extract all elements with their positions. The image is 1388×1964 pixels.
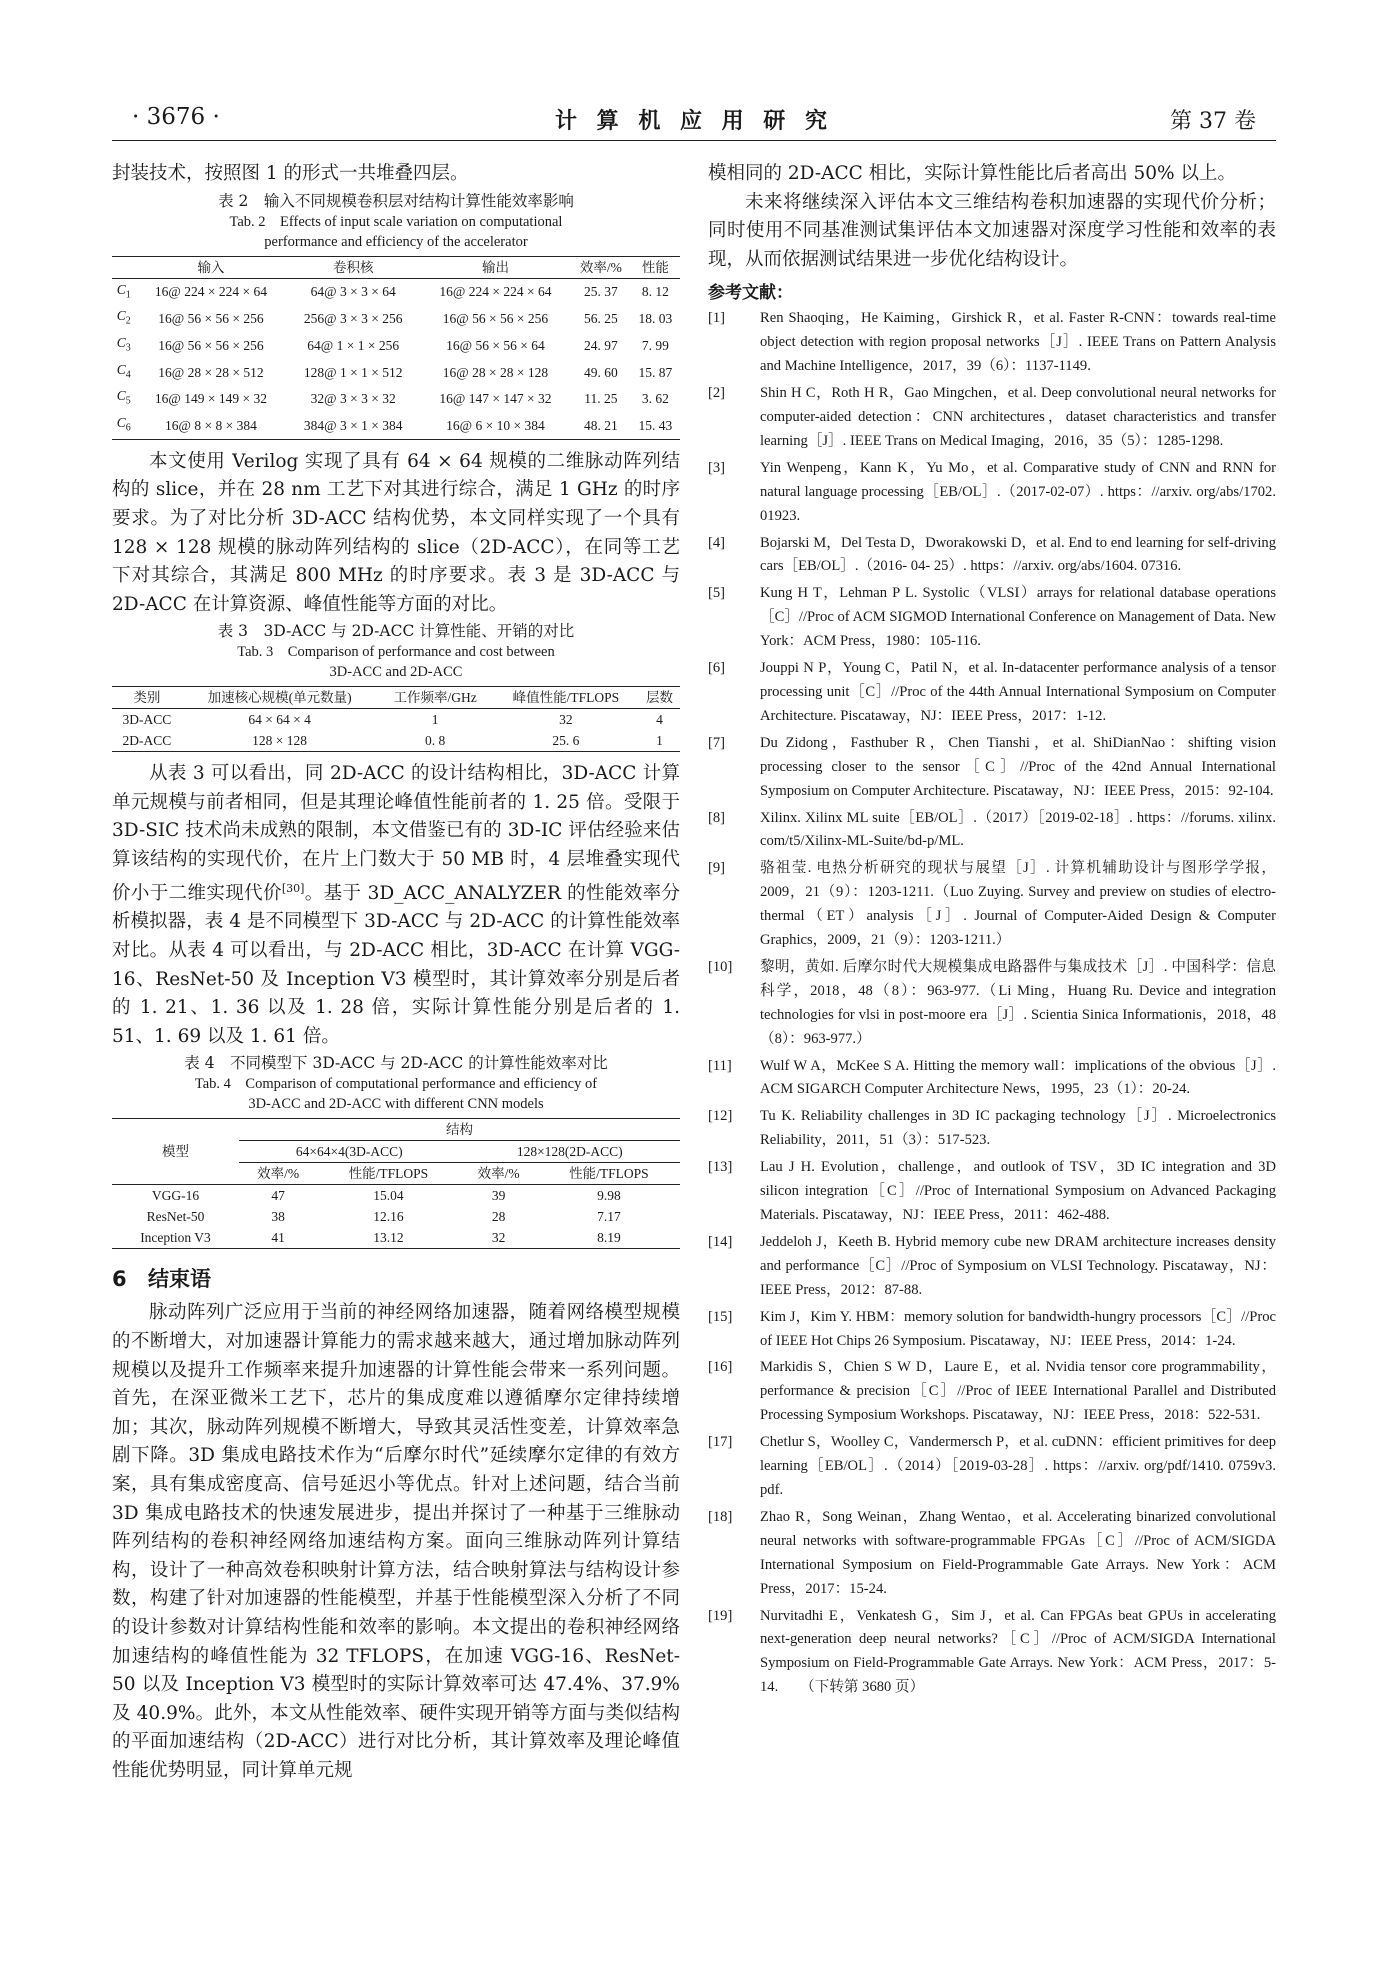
table-cell: 256@ 3 × 3 × 256: [303, 311, 403, 327]
table-cell: 11. 25: [584, 391, 618, 407]
row-label: [112, 385, 135, 412]
table-cell: 16@ 28 × 28 × 512: [158, 364, 264, 380]
reference-item: [708, 582, 1276, 654]
table-row: [112, 278, 680, 305]
reference-text: 骆祖莹. 电热分析研究的现状与展望［J］. 计算机辅助设计与图形学学报，2009，21（9）：1203-1211.（Luo Zuying. Survey and preview on studies of electro-thermal（ET）analysis［J］. Journal of Computer-Aided Design & Computer Graphics，2009，21（9）：1203-1211.）: [760, 860, 1276, 949]
table-cell: 64 × 64 × 4: [248, 712, 311, 728]
row-label: [112, 359, 135, 386]
paragraph-2-b: 。基于 3D_ACC_ANALYZER 的性能效率分析模拟器，表 4 是不同模型下 3D-ACC 与 2D-ACC 的计算性能效率对比。从表 4 可以看出，与 2D-ACC 相比，3D-ACC 在计算 VGG-16、ResNet-50 及 Inception V3 模型时，其计算效率分别是后者的 1. 21、1. 36 以及 1. 28 倍，实际计算性能分别是后者的 1. 51、1. 69 以及 1. 61 倍。: [112, 882, 680, 1047]
table-cell: 128 × 128: [182, 730, 378, 752]
reference-item: [708, 1105, 1276, 1153]
table-cell: 56. 25: [584, 311, 618, 327]
table-cell: 15. 87: [638, 364, 673, 380]
table4-sub-perf: 性能/TFLOPS: [538, 1163, 680, 1185]
table4-sub-eff: 效率/%: [239, 1163, 317, 1185]
table4-caption-en-1: Tab. 4 Comparison of computational performance and efficiency of: [194, 1076, 598, 1093]
reference-text: Du Zidong，Fasthuber R，Chen Tianshi，et al. ShiDianNao：shifting vision processing closer to the sensor［C］//Proc of the 42nd Annual International Symposium on Computer Architecture. Piscataway，NJ：IEEE Press，2015：92-104.: [760, 734, 1276, 799]
table-row: [112, 730, 680, 752]
table-cell: 18. 03: [638, 311, 673, 327]
table-cell: 24. 97: [584, 337, 618, 353]
reference-text: Jeddeloh J，Keeth B. Hybrid memory cube new DRAM architecture increases density and performance［C］//Proc of Symposium on VLSI Technology. Piscataway，NJ：IEEE Press，2012：87-88.: [760, 1233, 1276, 1298]
reference-item: [708, 1356, 1276, 1428]
table-row: [112, 1206, 680, 1227]
reference-text: Tu K. Reliability challenges in 3D IC packaging technology［J］. Microelectronics Reliability，2011，51（3）：517-523.: [760, 1108, 1276, 1149]
table-cell: 15.04: [373, 1188, 404, 1204]
row-label-index: 1: [125, 289, 131, 301]
section-heading: [112, 1263, 680, 1293]
page-header: [112, 100, 1276, 141]
table-cell: 8.19: [538, 1227, 680, 1249]
reference-number: [3]: [708, 459, 726, 476]
reference-item: [708, 1506, 1276, 1602]
table4-group-2d: 128×128(2D-ACC): [459, 1141, 680, 1163]
right-column: [708, 160, 1276, 1703]
reference-text: Lau J H. Evolution，challenge，and outlook of TSV，3D IC integration and 3D silicon integration［C］//Proc of International Symposium on Advanced Packaging Materials. Piscataway，NJ：IEEE Press，2011：462-488.: [760, 1159, 1276, 1223]
table-cell: 12.16: [373, 1209, 404, 1225]
reference-item: [708, 307, 1276, 379]
table2-header: [112, 256, 135, 278]
paragraph-continued: 模相同的 2D-ACC 相比，实际计算性能比后者高出 50% 以上。: [708, 163, 1237, 184]
table4-model-header: 模型: [112, 1119, 239, 1185]
reference-number: [9]: [708, 860, 726, 877]
table-cell: 3D-ACC: [122, 712, 172, 728]
reference-text: Kung H T，Lehman P L. Systolic（VLSI）arrays for relational database operations［C］//Proc of ACM SIGMOD International Conference on Management of Data. New York：ACM Press，1980：105-116.: [760, 585, 1276, 650]
paragraph-2-a: 从表 3 可以看出，同 2D-ACC 的设计结构相比，3D-ACC 计算单元规模与前者相同，但是其理论峰值性能前者的 1. 25 倍。受限于 3D-SIC 技术尚未成熟的限制，本文借鉴已有的 3D-IC 评估经验来估算该结构的实现代价，在片上门数大于 50 MB 时，4 层堆叠实现代价小于二维实现代价: [112, 763, 680, 904]
table-cell: 7. 99: [641, 337, 669, 353]
reference-number: [5]: [708, 585, 726, 602]
reference-text: Markidis S，Chien S W D，Laure E，et al. Nvidia tensor core programmability，performance & precision［C］//Proc of IEEE International Parallel and Distributed Processing Symposium Workshops. Piscataway，NJ：IEEE Press，2018：522-531.: [760, 1359, 1276, 1424]
table-cell: 28: [491, 1209, 506, 1225]
row-label-index: 2: [125, 315, 131, 327]
table-cell: 9.98: [597, 1188, 621, 1204]
reference-number: [13]: [708, 1159, 733, 1176]
table-row: [112, 709, 680, 731]
paragraph-2: [112, 760, 680, 1051]
row-label-letter: C: [116, 308, 126, 324]
references-title: 参考文献：: [708, 283, 793, 304]
table4-caption-en-2: 3D-ACC and 2D-ACC with different CNN models: [248, 1096, 544, 1113]
page-number: · 3676 ·: [132, 104, 220, 130]
reference-text: Jouppi N P，Young C，Patil N，et al. In-datacenter performance analysis of a tensor processing unit［C］//Proc of the 44th Annual International Symposium on Computer Architecture. Piscataway，NJ：IEEE Press，2017：1-12.: [760, 660, 1276, 724]
table-cell: 4: [656, 712, 663, 728]
paragraph-1: 本文使用 Verilog 实现了具有 64 × 64 规模的二维脉动阵列结构的 slice，并在 28 nm 工艺下对其进行综合，满足 1 GHz 的时序要求。为了对比分析 3D-ACC 结构优势，本文同样实现了一个具有 128 × 128 规模的脉动阵列结构的 slice（2D-ACC），在同等工艺下对其综合，其满足 800 MHz 的时序要求。表 3 是 3D-ACC 与 2D-ACC 在计算资源、峰值性能等方面的对比。: [112, 450, 680, 615]
table-cell: 47: [271, 1188, 285, 1204]
table-cell: 3. 62: [641, 391, 669, 407]
table4-structure-header: 结构: [239, 1119, 680, 1141]
table-row: [112, 1227, 680, 1249]
table-cell: 2D-ACC: [112, 730, 182, 752]
reference-number: [18]: [708, 1508, 733, 1525]
table4-sub-perf: 性能/TFLOPS: [317, 1163, 459, 1185]
reference-item: [708, 457, 1276, 529]
reference-number: [2]: [708, 385, 726, 402]
table-cell: 16@ 6 × 10 × 384: [420, 412, 571, 439]
row-label: [112, 412, 135, 439]
table2-header: 效率/%: [571, 256, 631, 278]
table-cell: Inception V3: [112, 1227, 239, 1249]
table-cell: 16@ 147 × 147 × 32: [439, 391, 552, 407]
reference-number: [1]: [708, 310, 726, 327]
table4-caption-cn: 表 4 不同模型下 3D-ACC 与 2D-ACC 的计算性能效率对比: [184, 1054, 608, 1073]
reference-number: [14]: [708, 1233, 733, 1250]
table-cell: 16@ 8 × 8 × 384: [135, 412, 286, 439]
reference-item: [708, 382, 1276, 454]
reference-item: [708, 807, 1276, 855]
row-label-letter: C: [116, 281, 126, 297]
reference-text: Shin H C，Roth H R，Gao Mingchen，et al. Deep convolutional neural networks for computer-aided detection：CNN architectures，dataset characteristics and transfer learning［J］. IEEE Trans on Medical Imaging，2016，35（5）：1285-1298.: [760, 385, 1276, 449]
reference-item: [708, 857, 1276, 953]
reference-text: Yin Wenpeng，Kann K，Yu Mo，et al. Comparative study of CNN and RNN for natural language processing［EB/OL］.（2017-02-07）. https：//arxiv. org/abs/1702. 01923.: [760, 459, 1276, 524]
table-cell: 32: [459, 1227, 537, 1249]
table3-header: 类别: [112, 687, 182, 709]
table3-header: 工作频率/GHz: [377, 687, 492, 709]
table-cell: 41: [239, 1227, 317, 1249]
table-row: [112, 412, 680, 439]
journal-name: 计 算 机 应 用 研 究: [555, 108, 833, 134]
row-label-index: 5: [125, 396, 131, 408]
reference-item: [708, 1306, 1276, 1354]
reference-text: Ren Shaoqing，He Kaiming，Girshick R，et al. Faster R-CNN：towards real-time object detection with region proposal networks［J］. IEEE Trans on Pattern Analysis and Machine Intelligence，2017，39（6）：1137-1149.: [760, 310, 1276, 375]
reference-number: [16]: [708, 1359, 733, 1376]
reference-item: [708, 1156, 1276, 1228]
reference-number: [11]: [708, 1057, 732, 1074]
row-label-index: 3: [125, 342, 131, 354]
table-cell: 7.17: [597, 1209, 621, 1225]
table-cell: 8. 12: [641, 284, 669, 300]
table-cell: 1: [431, 712, 439, 728]
table-cell: 16@ 56 × 56 × 256: [158, 311, 264, 327]
reference-item: [708, 956, 1276, 1052]
table-cell: 16@ 224 × 224 × 64: [154, 284, 267, 300]
table3-header: 峰值性能/TFLOPS: [493, 687, 639, 709]
table-cell: 128@ 1 × 1 × 512: [303, 364, 403, 380]
table-cell: 16@ 56 × 56 × 256: [442, 311, 549, 327]
left-column: [112, 160, 680, 1785]
table-cell: 39: [491, 1188, 506, 1204]
paragraph-future: 未来将继续深入评估本文三维结构卷积加速器的实现代价分析；同时使用不同基准测试集评估本文加速器对深度学习性能和效率的表现，从而依据测试结果进一步优化结构设计。: [708, 191, 1276, 270]
table3-header: 加速核心规模(单元数量): [182, 687, 378, 709]
reference-number: [15]: [708, 1308, 733, 1325]
table2-caption-en-2: performance and efficiency of the accelerator: [264, 233, 528, 250]
reference-item: [708, 532, 1276, 580]
table2-header: 卷积核: [286, 256, 419, 278]
row-label: [112, 305, 135, 332]
row-label-letter: C: [116, 388, 126, 404]
table-cell: ResNet-50: [146, 1209, 205, 1225]
table-cell: VGG-16: [151, 1188, 200, 1204]
table2-body: [112, 278, 680, 439]
table-cell: 32@ 3 × 3 × 32: [310, 391, 396, 407]
table-cell: 0. 8: [377, 730, 492, 752]
table2-header: 性能: [631, 256, 680, 278]
row-label-index: 6: [125, 422, 131, 434]
reference-text: Xilinx. Xilinx ML suite［EB/OL］.（2017）［2019-02-18］. https：//forums. xilinx. com/t5/Xilinx-ML-Suite/bd-p/ML.: [760, 809, 1276, 850]
table3-caption-en-1: Tab. 3 Comparison of performance and cost between: [237, 644, 555, 661]
table-cell: 16@ 56 × 56 × 64: [446, 337, 545, 353]
table2-caption-en-1: Tab. 2 Effects of input scale variation on computational: [229, 213, 563, 230]
reference-text: Wulf W A，McKee S A. Hitting the memory wall：implications of the obvious［J］. ACM SIGARCH Computer Architecture News，1995，23（1）：20-24.: [760, 1057, 1276, 1098]
paragraph-conclusion: 脉动阵列广泛应用于当前的神经网络加速器，随着网络模型规模的不断增大，对加速器计算能力的需求越来越大，通过增加脉动阵列规模以及提升工作频率来提升加速器的计算性能会带来一系列问题。首先，在深亚微米工艺下，芯片的集成度难以遵循摩尔定律持续增加；其次，脉动阵列规模不断增大，导致其灵活性变差，计算效率急剧下降。3D 集成电路技术作为“后摩尔时代”延续摩尔定律的有效方案，具有集成密度高、信号延迟小等优点。针对上述问题，结合当前 3D 集成电路技术的快速发展进步，提出并探讨了一种基于三维脉动阵列结构的卷积神经网络加速结构方案。面向三维脉动阵列计算结构，设计了一种高效卷积映射计算方法，结合映射算法与结构设计参数，构建了针对加速器的性能模型，并基于性能模型深入分析了不同的设计参数对计算结构性能和效率的影响。本文提出的卷积神经网络加速结构的峰值性能为 32 TFLOPS，在加速 VGG-16、ResNet-50 以及 Inception V3 模型时的实际计算效率可达 47.4%、37.9% 及 40.9%。此外，本文从性能效率、硬件实现开销等方面与类似结构的平面加速结构（2D-ACC）进行对比分析，其计算效率及理论峰值性能优势明显，同计算单元规: [112, 1302, 680, 1781]
table-cell: 48. 21: [571, 412, 631, 439]
reference-text: Kim J，Kim Y. HBM：memory solution for bandwidth-hungry processors［C］//Proc of IEEE Hot Chips 26 Symposium. Piscataway，NJ：IEEE Press，2014：1-24.: [760, 1308, 1276, 1349]
table-row: [112, 385, 680, 412]
table3-caption-en-2: 3D-ACC and 2D-ACC: [329, 664, 463, 681]
reference-text: Chetlur S，Woolley C，Vandermersch P，et al. cuDNN：efficient primitives for deep learning［EB/OL］.（2014）［2019-03-28］. https：//arxiv. org/pdf/1410. 0759v3. pdf.: [760, 1434, 1276, 1498]
table-cell: 16@ 224 × 224 × 64: [439, 284, 552, 300]
reference-item: [708, 1055, 1276, 1103]
table-cell: 16@ 149 × 149 × 32: [154, 391, 267, 407]
reference-text: Bojarski M，Del Testa D，Dworakowski D，et al. End to end learning for self-driving cars［EB/OL］.（2016- 04- 25）. https：//arxiv. org/abs/1604. 07316.: [760, 534, 1276, 575]
intro-line: 封装技术，按照图 1 的形式一共堆叠四层。: [112, 163, 469, 184]
table4-sub-eff: 效率/%: [459, 1163, 537, 1185]
row-label-index: 4: [125, 369, 131, 381]
table-cell: 15. 43: [631, 412, 680, 439]
reference-item: [708, 732, 1276, 804]
reference-item: [708, 1231, 1276, 1303]
table-cell: 25. 6: [493, 730, 639, 752]
reference-number: [19]: [708, 1607, 733, 1624]
reference-item: [708, 1605, 1276, 1701]
citation-30: [30]: [281, 881, 305, 895]
reference-text: Zhao R，Song Weinan，Zhang Wentao，et al. Accelerating binarized convolutional neural networks with software-programmable FPGAs［C］//Proc of ACM/SIGDA International Symposium on Field-Programmable Gate Arrays. New York：ACM Press，2017：15-24.: [760, 1508, 1276, 1597]
reference-number: [7]: [708, 734, 726, 751]
reference-item: [708, 657, 1276, 729]
table-row: [112, 305, 680, 332]
section-title: 结束语: [148, 1267, 211, 1292]
reference-number: [8]: [708, 809, 726, 826]
reference-number: [10]: [708, 958, 733, 975]
table-cell: 384@ 3 × 1 × 384: [286, 412, 419, 439]
table2-header: 输出: [420, 256, 571, 278]
table-cell: 1: [639, 730, 680, 752]
section-number: 6: [112, 1267, 127, 1292]
reference-list: [708, 307, 1276, 1700]
reference-text: Nurvitadhi E，Venkatesh G，Sim J，et al. Can FPGAs beat GPUs in accelerating next-generation deep neural networks?［C］//Proc of ACM/SIGDA International Symposium on Field-Programmable Gate Arrays. New York：ACM Press，2017：5-14. （下转第 3680 页）: [760, 1607, 1276, 1696]
reference-text: 黎明，黄如. 后摩尔时代大规模集成电路器件与集成技术［J］. 中国科学：信息科学，2018，48（8）：963-977.（Li Ming，Huang Ru. Device and integration technologies for vlsi in post-moore era［J］. Scientia Sinica Informationis，2018，48（8）：963-977.）: [760, 958, 1276, 1047]
table-row: [112, 1185, 680, 1207]
table-cell: 49. 60: [584, 364, 618, 380]
reference-number: [17]: [708, 1434, 733, 1451]
row-label: [112, 278, 135, 305]
table-cell: 16@ 28 × 28 × 128: [442, 364, 549, 380]
table-cell: 25. 37: [584, 284, 618, 300]
table4: [112, 1118, 680, 1249]
table2: [112, 256, 680, 440]
table2-caption-cn: 表 2 输入不同规模卷积层对结构计算性能效率影响: [218, 191, 574, 210]
row-label: [112, 332, 135, 359]
reference-number: [4]: [708, 534, 726, 551]
row-label-letter: C: [116, 415, 126, 431]
reference-item: [708, 1431, 1276, 1503]
volume-label: 第 37 卷: [1170, 109, 1256, 134]
table-cell: 16@ 56 × 56 × 256: [158, 337, 264, 353]
row-label-letter: C: [116, 334, 126, 350]
table3: [112, 686, 680, 752]
table-cell: 64@ 3 × 3 × 64: [310, 284, 396, 300]
table-row: [112, 332, 680, 359]
table3-header: 层数: [639, 687, 680, 709]
row-label-letter: C: [116, 361, 126, 377]
table-cell: 32: [559, 712, 573, 728]
table3-caption-cn: 表 3 3D-ACC 与 2D-ACC 计算性能、开销的对比: [217, 622, 575, 641]
reference-number: [6]: [708, 660, 726, 677]
reference-number: [12]: [708, 1108, 733, 1125]
table-cell: 38: [271, 1209, 285, 1225]
table4-group-3d: 64×64×4(3D-ACC): [239, 1141, 459, 1163]
table-cell: 13.12: [317, 1227, 459, 1249]
table2-header: 输入: [135, 256, 286, 278]
table-cell: 64@ 1 × 1 × 256: [307, 337, 400, 353]
table-row: [112, 359, 680, 386]
